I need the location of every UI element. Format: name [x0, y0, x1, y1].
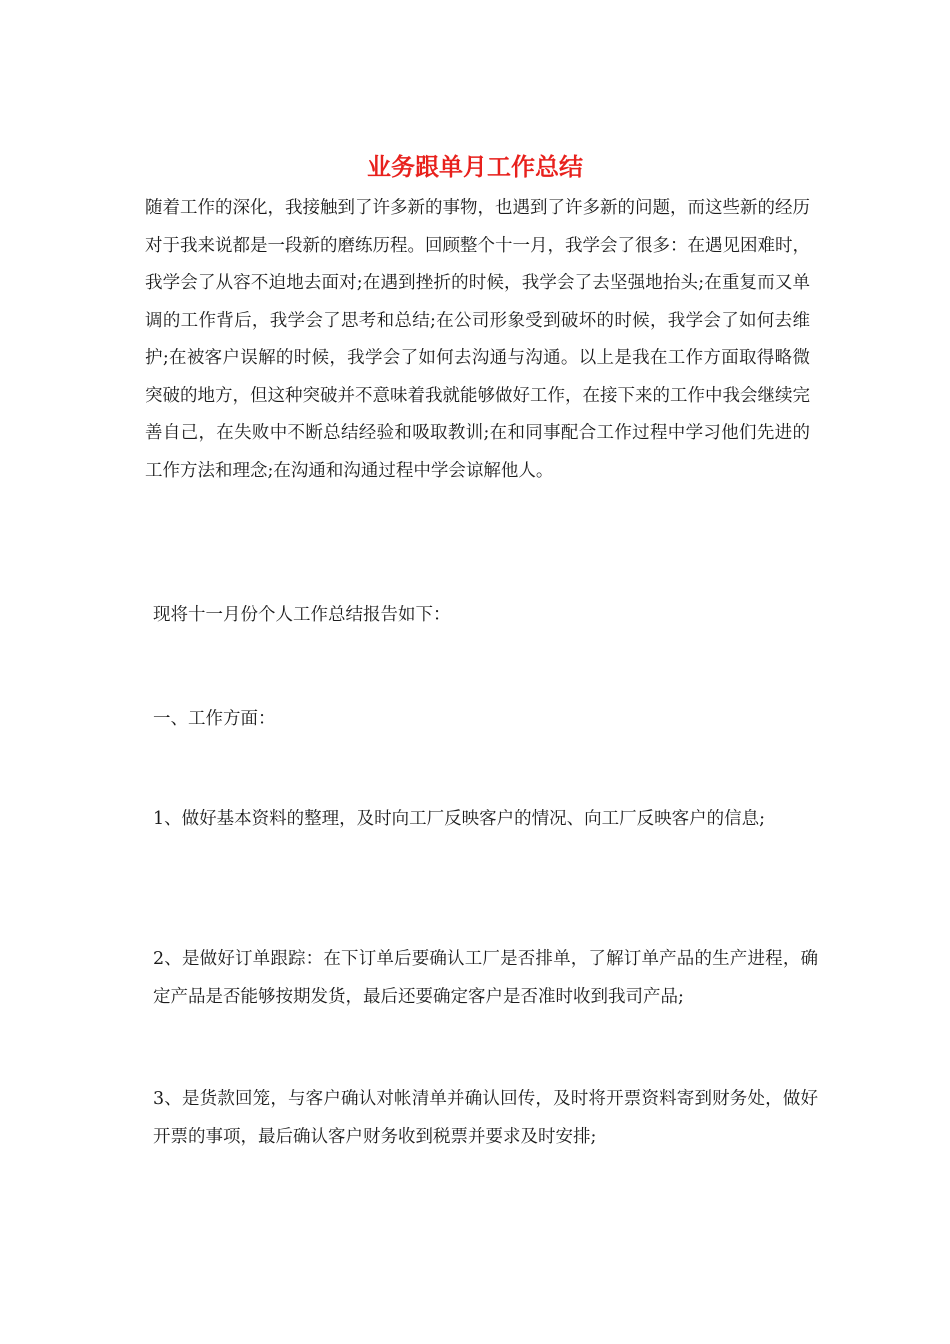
list-item: 2、是做好订单跟踪：在下订单后要确认工厂是否排单，了解订单产品的生产进程，确定产品是否能够按期发货，最后还要确定客户是否准时收到我司产品; — [153, 949, 818, 1007]
document-title: 业务跟单月工作总结 — [367, 152, 583, 181]
list-item: 1、做好基本资料的整理，及时向工厂反映客户的情况、向工厂反映客户的信息; — [153, 809, 766, 829]
list-item: 3、是货款回笼，与客户确认对帐清单并确认回传，及时将开票资料寄到财务处，做好开票的事项，最后确认客户财务收到税票并要求及时安排; — [153, 1089, 818, 1147]
intro-paragraph: 随着工作的深化，我接触到了许多新的事物，也遇到了许多新的问题，而这些新的经历对于我来说都是一段新的磨练历程。回顾整个十一月，我学会了很多：在遇见困难时，我学会了从容不迫地去面对;在遇到挫折的时候，我学会了去坚强地抬头;在重复而又单调的工作背后，我学会了思考和总结;在公司形象受到破坏的时候，我学会了如何去维护;在被客户误解的时候，我学会了如何去沟通与沟通。以上是我在工作方面取得略微突破的地方，但这种突破并不意味着我就能够做好工作，在接下来的工作中我会继续完善自己，在失败中不断总结经验和吸取教训;在和同事配合工作过程中学习他们先进的工作方法和理念;在沟通和沟通过程中学会谅解他人。 — [145, 198, 810, 481]
report-intro-paragraph: 现将十一月份个人工作总结报告如下： — [153, 605, 451, 625]
section-heading: 一、工作方面： — [153, 709, 276, 729]
